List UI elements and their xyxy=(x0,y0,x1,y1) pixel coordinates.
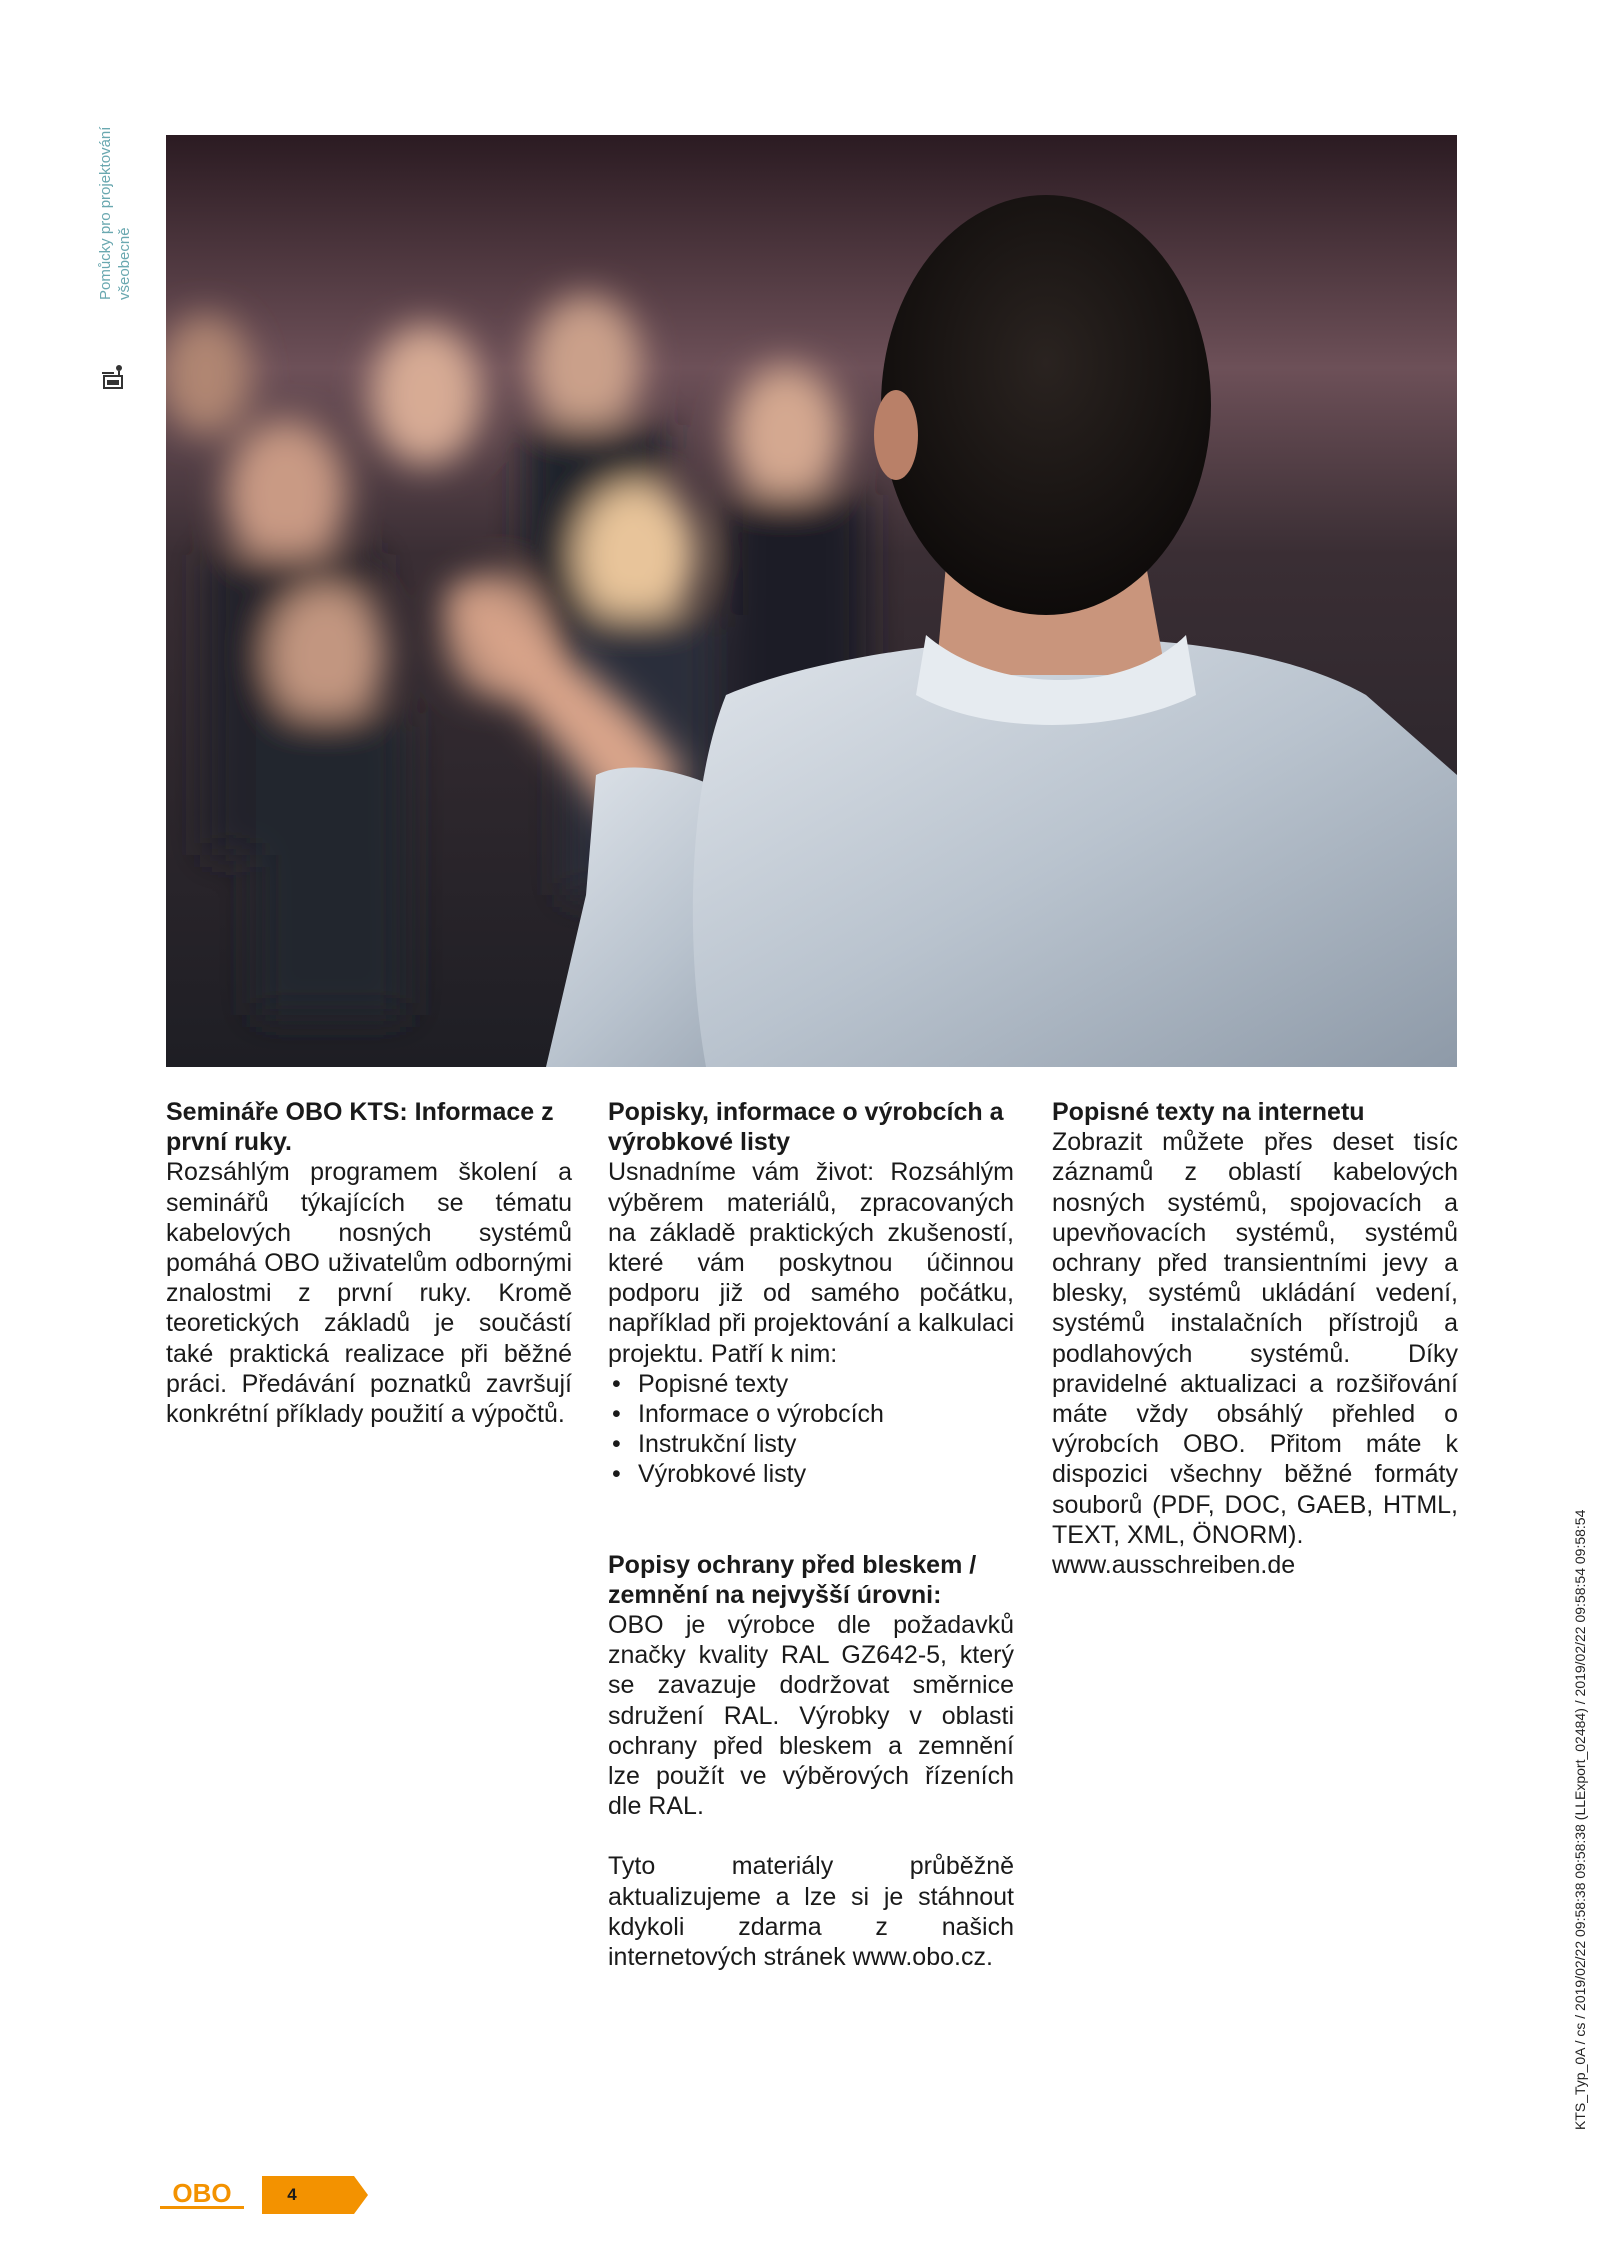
column-seminars xyxy=(166,1097,572,1429)
list-item: • Informace o výrobcích xyxy=(608,1399,1014,1429)
descriptions-list xyxy=(608,1369,1014,1490)
lightning-protection-heading: Popisy ochrany před bleskem / zemnění na nejvyšší úrovni: xyxy=(608,1550,977,1609)
descriptions-body: Usnadníme vám život: Rozsáhlým výběrem materiálů, zpracovaných na základě praktických zkušeností, které vám poskytnou účinnou podporu již od samého počátku, například při projektování a kalkulaci projektu. Patří k nim: xyxy=(608,1158,1014,1368)
seminars-heading: Semináře OBO KTS: Informace z první ruky. xyxy=(166,1098,554,1157)
download-info-body: Tyto materiály průběžně aktualizujeme a lze si je stáhnout kdykoli zdarma z našich internetových stránek www.obo.cz. xyxy=(608,1852,1014,1972)
presenter-speaking-to-audience-photo xyxy=(166,135,1457,1067)
side-label-line1: Pomůcky pro projektování xyxy=(97,126,114,300)
page-number: 4 xyxy=(287,2185,297,2204)
column-internet-texts xyxy=(1052,1097,1458,1580)
internet-texts-body: Zobrazit můžete přes deset tisíc záznamů z oblastí kabelových nosných systémů, spojovacích a upevňovacích systémů, systémů ochrany před transientními jevy a blesky, systémů ukládání vedení, systémů instalačních přístrojů a podlahových systémů. Díky pravidelné aktualizaci a rozšiřování máte vždy obsáhlý přehled o výrobcích OBO. Přitom máte k dispozici všechny běžné formáty souborů (PDF, DOC, GAEB, HTML, TEXT, XML, ÖNORM). xyxy=(1052,1128,1458,1549)
side-label-line2: všeobecně xyxy=(116,227,133,300)
obo-logo xyxy=(160,2180,244,2210)
list-item: • Instrukční listy xyxy=(608,1429,1014,1459)
internet-texts-heading: Popisné texty na internetu xyxy=(1052,1098,1365,1126)
seminars-body: Rozsáhlým programem školení a seminářů týkajících se tématu kabelových nosných systémů pomáhá OBO uživatelům odbornými znalostmi z první ruky. Kromě teoretických základů je součástí také praktická realizace při běžné práci. Předávání poznatků završují konkrétní příklady použití a výpočtů. xyxy=(166,1158,572,1429)
logo-text: OBO xyxy=(172,2180,232,2208)
section-side-label xyxy=(96,127,134,300)
ausschreiben-link[interactable]: www.ausschreiben.de xyxy=(1052,1551,1296,1580)
descriptions-heading: Popisky, informace o výrobcích a výrobkové listy xyxy=(608,1098,1004,1157)
list-item: • Výrobkové listy xyxy=(608,1459,1014,1489)
list-item: • Popisné texty xyxy=(608,1369,1014,1399)
tool-box-icon xyxy=(100,362,128,390)
column-descriptions xyxy=(608,1097,1014,1972)
print-metadata: KTS_Typ_0A / cs / 2019/02/22 09:58:38 09:58:38 (LLExport_02484) / 2019/02/22 09:58:54 09:58:54 xyxy=(1572,1509,1588,2130)
lightning-protection-body: OBO je výrobce dle požadavků značky kvality RAL GZ642-5, který se zavazuje dodržovat směrnice sdružení RAL. Výrobky v oblasti ochrany před bleskem a zemnění lze použít ve výběrových řízeních dle RAL. xyxy=(608,1611,1014,1821)
